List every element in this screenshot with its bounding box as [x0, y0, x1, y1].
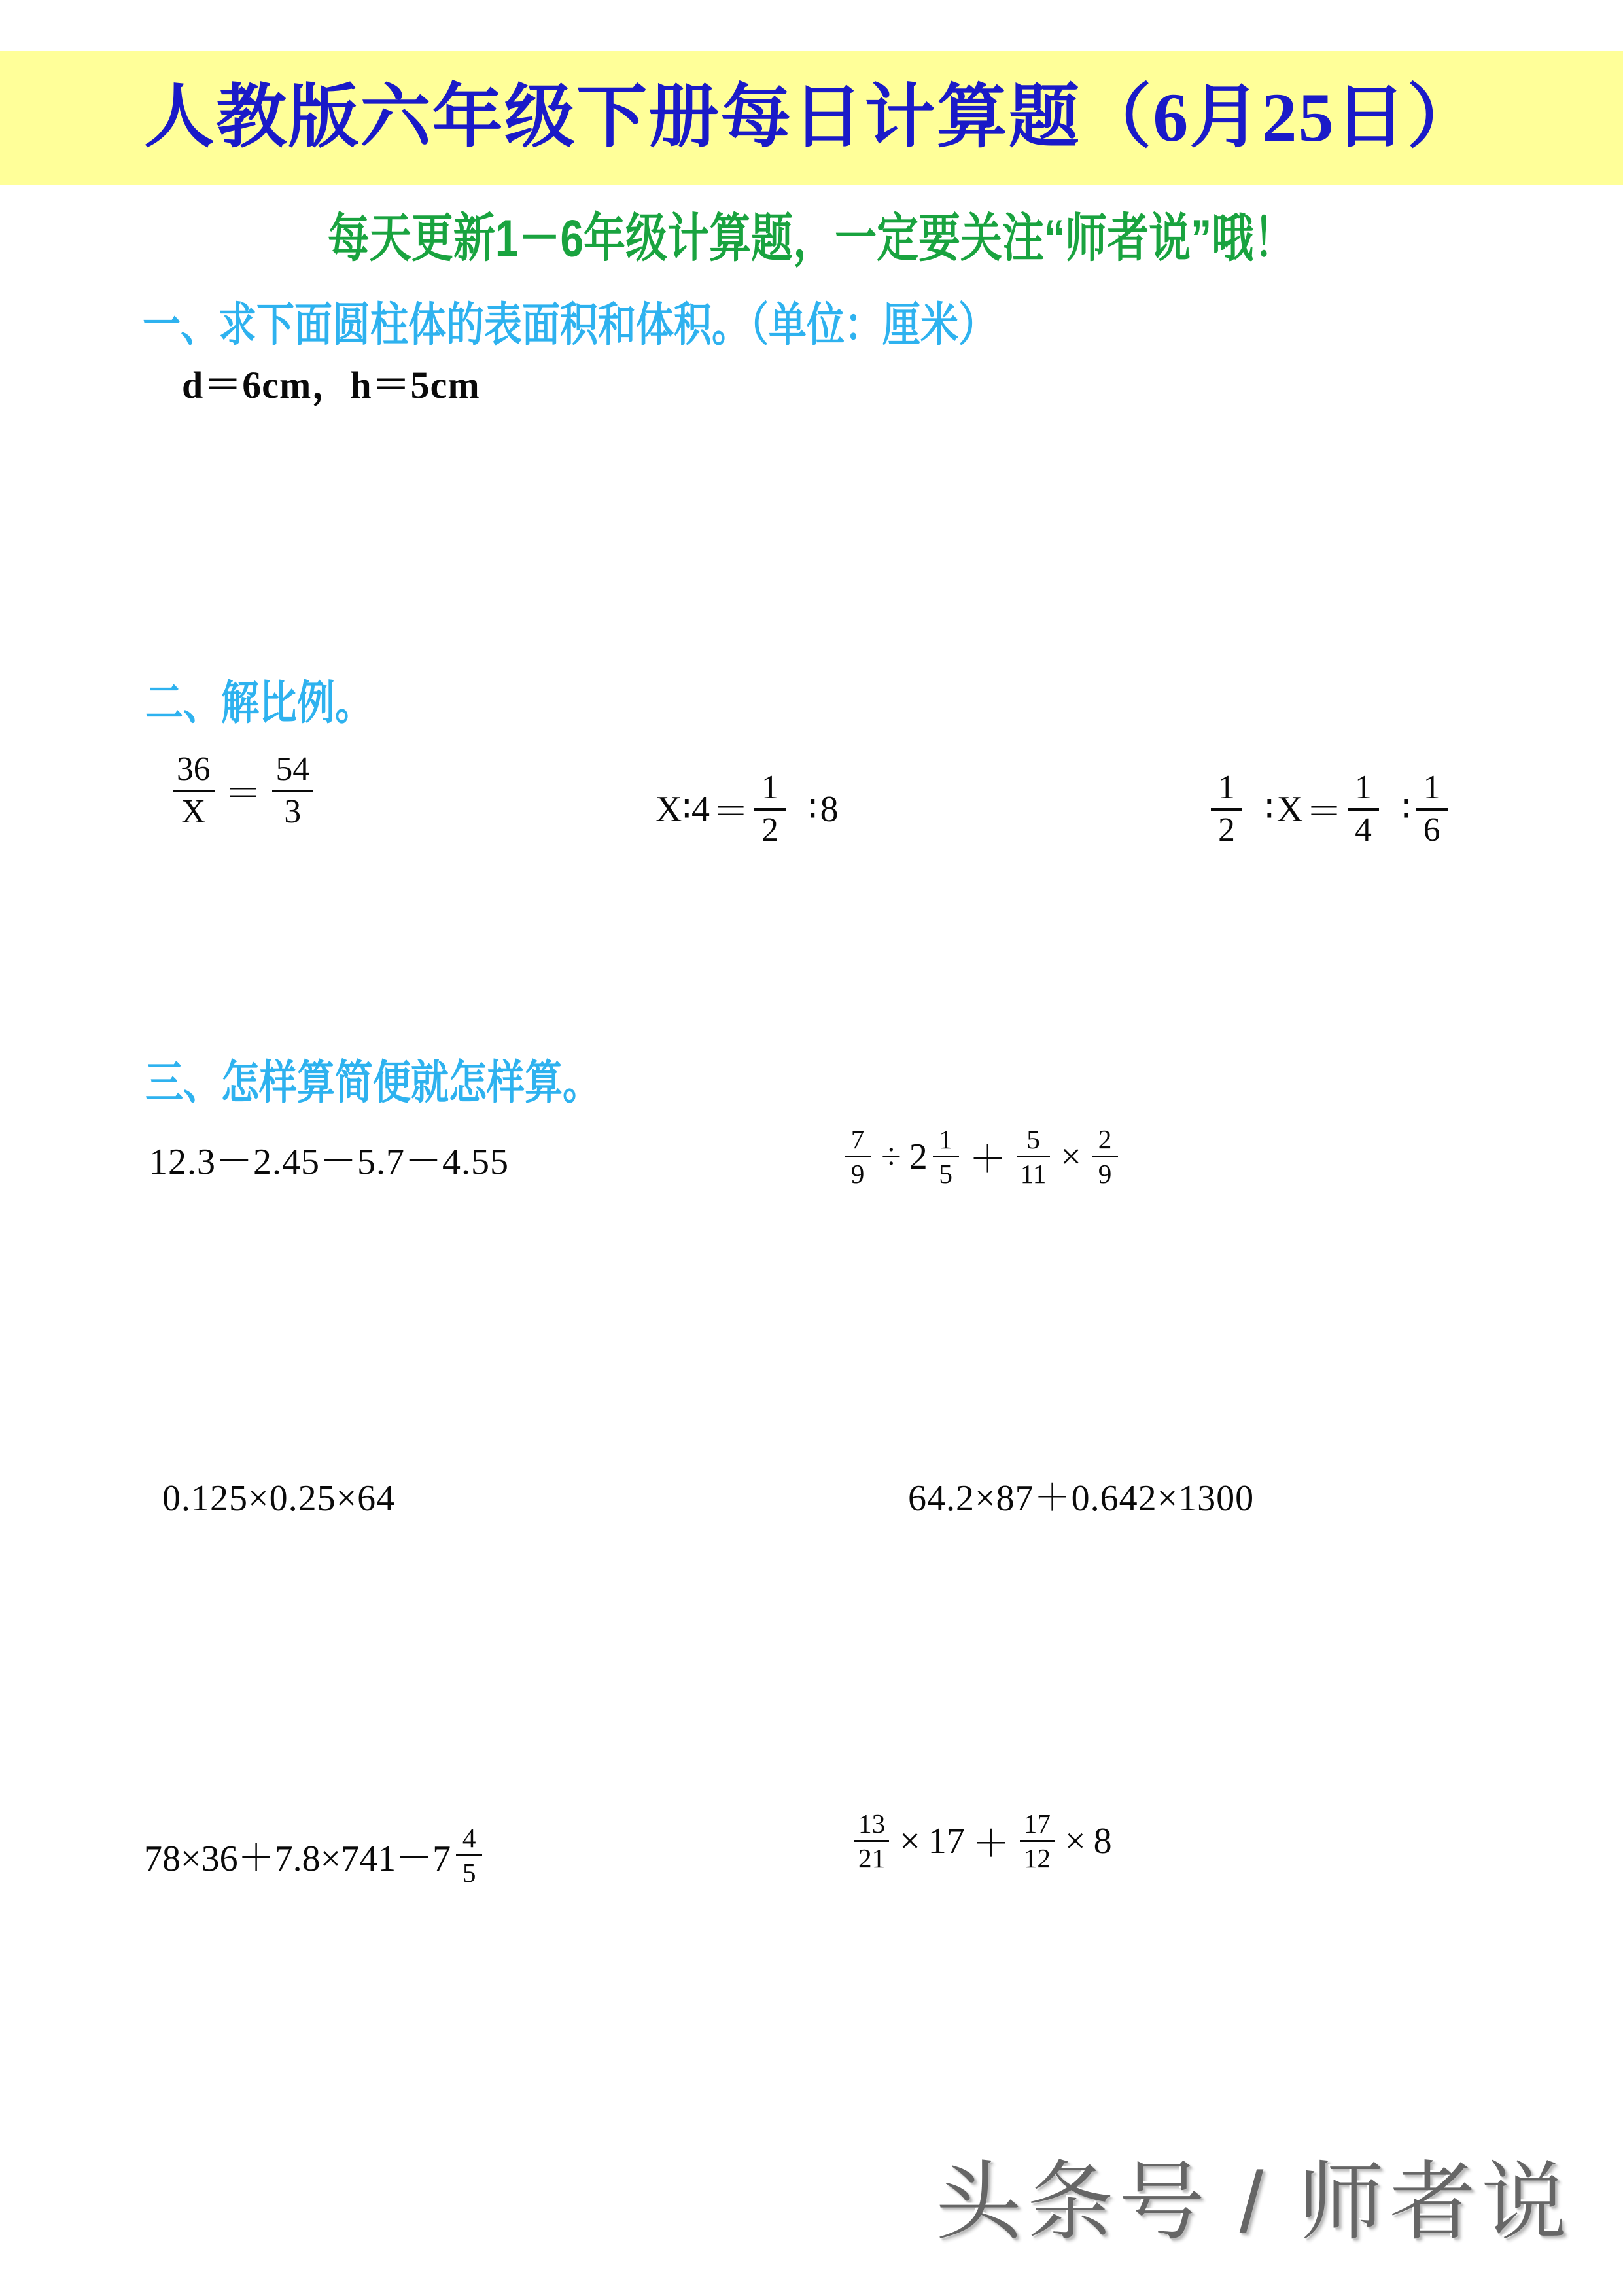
- fraction-7-over-9: [845, 1125, 871, 1188]
- numerator: 1: [1218, 769, 1235, 806]
- compute-problem-2: [841, 1125, 1122, 1188]
- term-8: 8: [1093, 1820, 1112, 1862]
- ratio-colon-2: ∶: [1401, 789, 1411, 830]
- denominator: 21: [858, 1843, 886, 1874]
- cylinder-given-values: d＝6cm，h＝5cm: [182, 364, 480, 406]
- fraction-bar: [933, 1156, 959, 1157]
- fraction-bar: [1416, 808, 1448, 811]
- denominator: 12: [1023, 1843, 1051, 1874]
- fraction-36-over-x: [173, 752, 215, 829]
- mixed-number-2-and-1-over-5: [908, 1125, 963, 1188]
- fraction-bar: [854, 1840, 889, 1842]
- fraction-bar: [1092, 1156, 1118, 1157]
- numerator: 1: [1423, 769, 1440, 806]
- fraction-2-over-9: [1092, 1125, 1118, 1188]
- fraction-bar: [1020, 1840, 1055, 1842]
- proportion-problem-2: [654, 771, 840, 847]
- unknown-x: X: [1276, 788, 1304, 830]
- compute-problem-5: [143, 1824, 486, 1886]
- term-17: 17: [928, 1820, 965, 1862]
- section-heading-1: 一、求下面圆柱体的表面积和体积。（单位：厘米）: [143, 299, 997, 351]
- fraction-1-over-5: [933, 1125, 959, 1188]
- divide-sign: ÷: [881, 1136, 901, 1177]
- denominator: 9: [1098, 1159, 1112, 1190]
- fraction-1-over-2: [1211, 771, 1242, 847]
- fraction-4-over-5: [456, 1824, 482, 1886]
- equals-sign: ＝: [224, 773, 262, 815]
- fraction-17-over-12: [1020, 1810, 1055, 1872]
- numerator: 5: [1026, 1124, 1040, 1154]
- multiply-sign: ×: [1065, 1820, 1086, 1862]
- compute-problem-3: 0.125×0.25×64: [162, 1478, 396, 1519]
- fraction-13-over-21: [854, 1810, 889, 1872]
- ratio-right: 8: [820, 788, 839, 830]
- fraction-bar: [1348, 808, 1379, 811]
- denominator: 6: [1423, 811, 1440, 849]
- compute-problem-6: [850, 1810, 1113, 1872]
- numerator: 1: [939, 1124, 953, 1154]
- section-heading-3: 三、怎样算简便就怎样算。: [145, 1057, 601, 1109]
- fraction-1-over-6: [1416, 771, 1448, 847]
- numerator: 17: [1023, 1809, 1051, 1839]
- denominator: X: [181, 792, 206, 830]
- numerator: 36: [177, 751, 211, 788]
- numerator: 1: [1355, 769, 1372, 806]
- fraction-bar: [1211, 808, 1242, 811]
- fraction-54-over-3: [272, 752, 314, 829]
- plus-sign: ＋: [969, 1139, 1006, 1180]
- denominator: 2: [1218, 811, 1235, 849]
- equals-sign: ＝: [1306, 792, 1343, 833]
- equals-sign: ＝: [712, 792, 750, 833]
- numerator: 54: [275, 751, 310, 788]
- ratio-colon: ∶: [808, 789, 818, 830]
- fraction-bar: [845, 1156, 871, 1157]
- expression-lead: 78×36＋7.8×741－7: [144, 1838, 451, 1879]
- denominator: 11: [1020, 1159, 1047, 1190]
- proportion-problem-3: [1207, 771, 1452, 847]
- denominator: 5: [939, 1159, 953, 1190]
- denominator: 2: [761, 811, 778, 849]
- multiply-sign: ×: [1060, 1136, 1082, 1177]
- compute-problem-4: 64.2×87＋0.642×1300: [908, 1478, 1255, 1519]
- ratio-colon-1: ∶: [1265, 789, 1274, 830]
- denominator: 3: [284, 792, 302, 830]
- fraction-bar: [456, 1854, 482, 1856]
- whole-part: 2: [909, 1136, 928, 1177]
- numerator: 13: [858, 1809, 886, 1839]
- title-banner: [0, 51, 1623, 185]
- denominator: 5: [462, 1858, 476, 1888]
- denominator: 9: [850, 1159, 865, 1190]
- promo-line: 每天更新1－6年级计算题，一定要关注“师者说”哦！: [327, 209, 1296, 268]
- ratio-left: X∶4: [655, 789, 710, 830]
- fraction-5-over-11: [1017, 1125, 1051, 1188]
- fraction-bar: [754, 808, 786, 811]
- fraction-bar: [173, 790, 215, 792]
- numerator: 2: [1098, 1124, 1112, 1154]
- denominator: 4: [1355, 811, 1372, 849]
- fraction-1-over-2: [754, 771, 786, 847]
- plus-sign: ＋: [972, 1824, 1009, 1865]
- numerator: 1: [761, 769, 778, 806]
- fraction-1-over-4: [1348, 771, 1379, 847]
- page-title: 人教版六年级下册每日计算题（6月25日）: [143, 79, 1480, 156]
- proportion-problem-1: [169, 752, 317, 829]
- multiply-sign: ×: [899, 1820, 920, 1862]
- fraction-bar: [272, 790, 314, 792]
- watermark: 头条号 / 师者说: [935, 2154, 1573, 2250]
- section-heading-2: 二、解比例。: [145, 677, 374, 730]
- numerator: 4: [462, 1823, 476, 1853]
- fraction-bar: [1017, 1156, 1051, 1157]
- compute-problem-1: 12.3－2.45－5.7－4.55: [149, 1142, 509, 1182]
- numerator: 7: [850, 1124, 865, 1154]
